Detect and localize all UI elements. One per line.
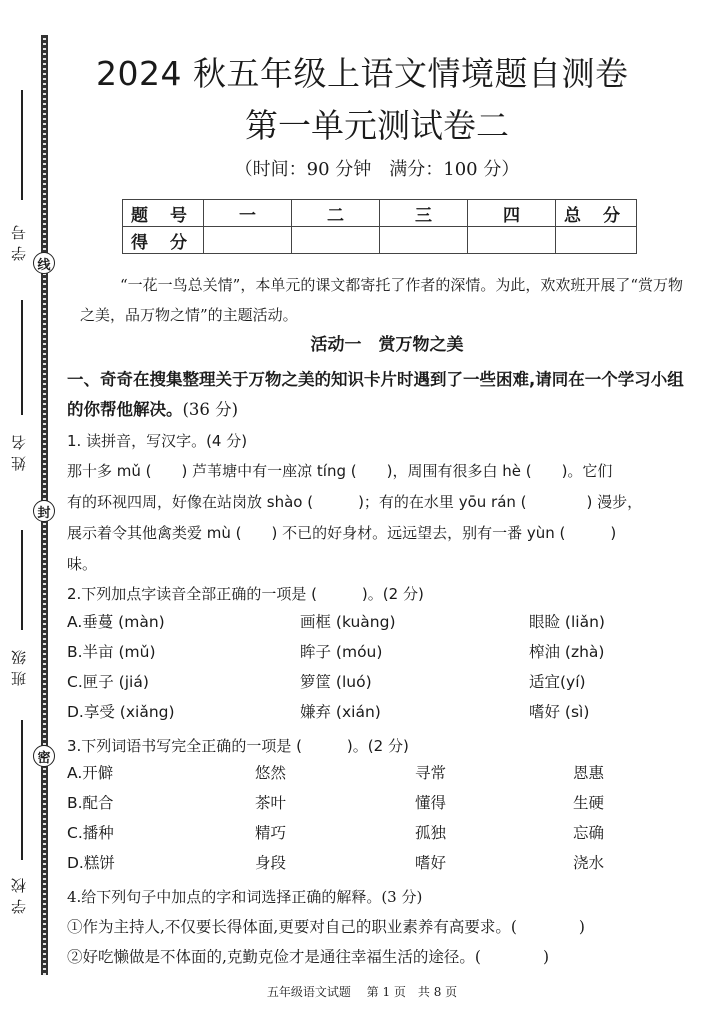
score-table-score-row (123, 227, 637, 254)
score-cell-total[interactable] (556, 227, 637, 254)
question-number-header: 题 号 (123, 200, 204, 227)
q3-title: 3.下列词语书写完全正确的一项是 ( )。(2 分) (67, 737, 409, 755)
q3-a-1: A.开僻 (67, 764, 114, 782)
col-header-4: 四 (468, 200, 556, 227)
name-line[interactable] (21, 300, 23, 415)
seal-mi-icon: 密 (33, 745, 55, 767)
q1-line-4: 味。 (67, 555, 98, 573)
q1-line-2[interactable]: 有的环视四周，好像在站岗放 shào ( )；有的在水里 yōu rán ( ) 漫步， (67, 493, 643, 511)
col-header-1: 一 (204, 200, 292, 227)
q2-d-3: 嗜好 (sì) (529, 703, 590, 721)
q2-title: 2.下列加点字读音全部正确的一项是 ( )。(2 分) (67, 585, 424, 603)
q4-item-1[interactable]: ①作为主持人,不仅要长得体面,更要对自己的职业素养有高要求。( ) (67, 918, 585, 936)
q2-option-a[interactable] (67, 610, 687, 640)
q3-b-3: 懂得 (415, 794, 447, 812)
name-label: 姓名 (10, 429, 28, 471)
q3-d-2: 身段 (255, 854, 287, 872)
student-id-label: 学号 (10, 219, 28, 261)
q3-c-2: 精巧 (255, 824, 287, 842)
q2-c-2: 箩筐 (luó) (300, 673, 372, 691)
q2-a-2: 画框 (kuàng) (300, 613, 396, 631)
section-1-score: (36 分) (182, 400, 239, 419)
q3-b-4: 生硬 (573, 794, 605, 812)
q3-option-a[interactable] (67, 761, 687, 791)
q3-c-1: C.播种 (67, 824, 114, 842)
score-table (122, 199, 637, 254)
q1-line-1[interactable]: 那十多 mǔ ( ) 芦苇塘中有一座凉 tíng ( )，周围有很多白 hè ( )。它们 (67, 462, 613, 480)
class-line[interactable] (21, 530, 23, 630)
q2-d-2: 嫌弃 (xián) (300, 703, 381, 721)
q3-d-3: 嗜好 (415, 854, 447, 872)
score-cell-4[interactable] (468, 227, 556, 254)
col-header-3: 三 (380, 200, 468, 227)
score-cell-1[interactable] (204, 227, 292, 254)
q3-c-3: 孤独 (415, 824, 447, 842)
section-1-text: 一、奇奇在搜集整理关于万物之美的知识卡片时遇到了一些困难,请同在一个学习小组的你帮他解决。 (67, 370, 684, 419)
seal-xian-icon: 线 (33, 252, 55, 274)
q3-option-d[interactable] (67, 851, 687, 881)
q3-b-1: B.配合 (67, 794, 114, 812)
q1-line-3[interactable]: 展示着令其他禽类爱 mù ( ) 不已的好身材。远远望去，别有一番 yùn ( ) (67, 524, 617, 542)
exam-title: 2024 秋五年级上语文情境题自测卷 (96, 54, 629, 93)
q2-b-3: 榨油 (zhà) (529, 643, 605, 661)
q3-option-b[interactable] (67, 791, 687, 821)
q3-a-3: 寻常 (415, 764, 447, 782)
school-line[interactable] (21, 720, 23, 860)
col-header-2: 二 (292, 200, 380, 227)
q3-b-2: 茶叶 (255, 794, 287, 812)
q3-option-c[interactable] (67, 821, 687, 851)
school-label: 学校 (10, 872, 28, 914)
section-1-title (67, 365, 697, 425)
q2-d-1: D.享受 (xiǎng) (67, 703, 175, 721)
activity-title: 活动一 赏万物之美 (310, 335, 464, 355)
q2-b-2: 眸子 (móu) (300, 643, 383, 661)
exam-subtitle: 第一单元测试卷二 (245, 106, 509, 145)
q3-a-4: 恩惠 (573, 764, 605, 782)
q3-d-4: 浇水 (573, 854, 605, 872)
q4-item-2[interactable]: ②好吃懒做是不体面的,克勤克俭才是通往幸福生活的途径。( ) (67, 948, 550, 966)
exam-meta: （时间：90 分钟 满分：100 分） (234, 159, 520, 180)
page-footer: 五年级语文试题 第 1 页 共 8 页 (266, 985, 458, 999)
q1-title: 1. 读拼音，写汉字。(4 分) (67, 432, 248, 450)
class-label: 班级 (10, 644, 28, 686)
q3-c-4: 忘确 (573, 824, 605, 842)
intro-paragraph: “一花一鸟总关情”，本单元的课文都寄托了作者的深情。为此，欢欢班开展了“赏万物之美，品万物之情”的主题活动。 (80, 276, 684, 324)
q3-a-2: 悠然 (255, 764, 287, 782)
score-cell-2[interactable] (292, 227, 380, 254)
score-table-header-row (123, 200, 637, 227)
q2-c-1: C.匣子 (jiá) (67, 673, 149, 691)
q2-option-d[interactable] (67, 700, 687, 730)
q4-title: 4.给下列句子中加点的字和词选择正确的解释。(3 分) (67, 888, 423, 906)
q2-option-b[interactable] (67, 640, 687, 670)
q3-d-1: D.糕饼 (67, 854, 115, 872)
q2-a-1: A.垂蔓 (màn) (67, 613, 165, 631)
q2-c-3: 适宜(yí) (529, 673, 586, 691)
total-header: 总 分 (556, 200, 637, 227)
score-row-label: 得 分 (123, 227, 204, 254)
q2-a-3: 眼睑 (liǎn) (529, 613, 605, 631)
q2-option-c[interactable] (67, 670, 687, 700)
seal-feng-icon: 封 (33, 500, 55, 522)
q2-b-1: B.半亩 (mǔ) (67, 643, 156, 661)
score-cell-3[interactable] (380, 227, 468, 254)
